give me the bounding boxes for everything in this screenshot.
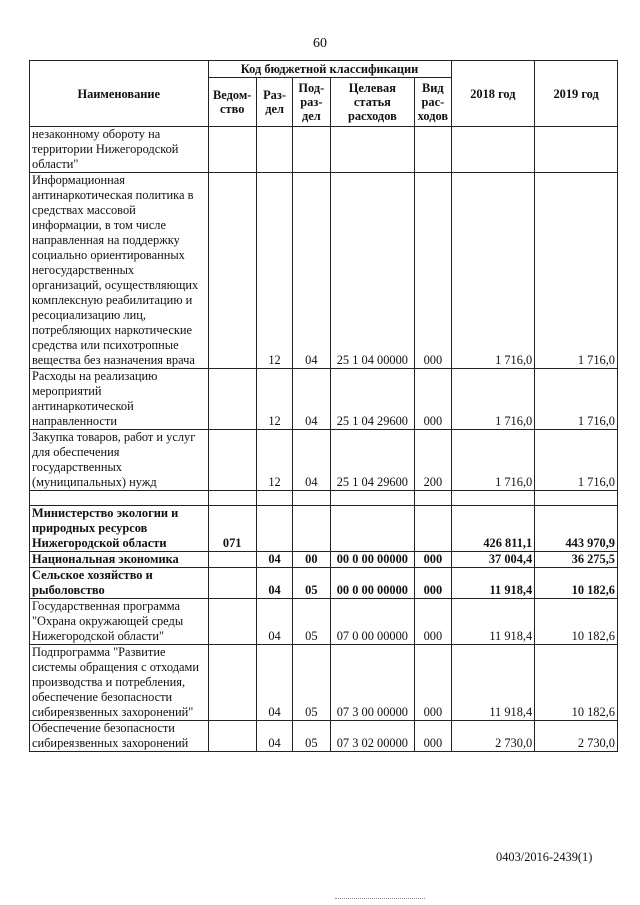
table-row xyxy=(30,430,618,491)
row-name: Информационная антинаркотическая политика в средствах массовой информации, в том числе направленная на поддержку социально ориентированных негосударственных организаций, осуществляющих комплексную реабилитацию и ресоциализацию лиц, потребляющих наркотические средства или психотропные вещества без назначения врача xyxy=(30,173,209,369)
row-name: Подпрограмма "Развитие системы обращения с отходами производства и потребления, обеспечение безопасности сибиреязвенных захоронений" xyxy=(30,645,209,721)
row-ved xyxy=(208,599,256,645)
header-vid: Вид рас-ходов xyxy=(415,78,451,127)
table-row xyxy=(30,552,618,568)
row-vid: 000 xyxy=(415,568,451,599)
table-row xyxy=(30,173,618,369)
row-name: Национальная экономика xyxy=(30,552,209,568)
spacer-row xyxy=(30,491,618,506)
header-2018: 2018 год xyxy=(451,61,535,127)
row-name: Расходы на реализацию мероприятий антинаркотической направленности xyxy=(30,369,209,430)
row-vid: 000 xyxy=(415,173,451,369)
row-csr xyxy=(330,127,415,173)
row-ved: 071 xyxy=(208,506,256,552)
header-podrazdel: Под-раз-дел xyxy=(293,78,330,127)
row-name: Обеспечение безопасности сибиреязвенных захоронений xyxy=(30,721,209,752)
row-2019: 2 730,0 xyxy=(535,721,618,752)
row-2018 xyxy=(451,127,535,173)
header-razdel: Раз-дел xyxy=(256,78,292,127)
row-podrazdel xyxy=(293,127,330,173)
table-row xyxy=(30,599,618,645)
row-vid: 000 xyxy=(415,721,451,752)
row-podrazdel: 05 xyxy=(293,645,330,721)
row-vid: 000 xyxy=(415,645,451,721)
scan-artifact xyxy=(335,898,425,902)
row-razdel: 12 xyxy=(256,369,292,430)
row-csr: 07 0 00 00000 xyxy=(330,599,415,645)
row-podrazdel: 05 xyxy=(293,568,330,599)
row-vid xyxy=(415,127,451,173)
row-2018: 426 811,1 xyxy=(451,506,535,552)
row-razdel xyxy=(256,506,292,552)
row-vid: 000 xyxy=(415,369,451,430)
header-kbk-group: Код бюджетной классификации xyxy=(208,61,451,78)
row-razdel: 04 xyxy=(256,552,292,568)
row-csr: 00 0 00 00000 xyxy=(330,568,415,599)
row-2018: 1 716,0 xyxy=(451,369,535,430)
row-podrazdel: 05 xyxy=(293,599,330,645)
row-csr: 07 3 00 00000 xyxy=(330,645,415,721)
row-csr: 25 1 04 29600 xyxy=(330,430,415,491)
table-row xyxy=(30,645,618,721)
row-2019: 36 275,5 xyxy=(535,552,618,568)
row-podrazdel: 04 xyxy=(293,369,330,430)
row-2018: 37 004,4 xyxy=(451,552,535,568)
row-2019: 10 182,6 xyxy=(535,645,618,721)
row-razdel: 04 xyxy=(256,568,292,599)
row-name: Министерство экологии и природных ресурсов Нижегородской области xyxy=(30,506,209,552)
row-name: Закупка товаров, работ и услуг для обеспечения государственных (муниципальных) нужд xyxy=(30,430,209,491)
row-vid xyxy=(415,506,451,552)
row-name: незаконному обороту на территории Нижегородской области" xyxy=(30,127,209,173)
row-csr: 00 0 00 00000 xyxy=(330,552,415,568)
row-csr: 25 1 04 29600 xyxy=(330,369,415,430)
row-razdel: 04 xyxy=(256,645,292,721)
table-row xyxy=(30,721,618,752)
row-ved xyxy=(208,127,256,173)
table-row xyxy=(30,369,618,430)
row-2019: 10 182,6 xyxy=(535,599,618,645)
row-ved xyxy=(208,552,256,568)
row-name: Сельское хозяйство и рыболовство xyxy=(30,568,209,599)
row-2019: 443 970,9 xyxy=(535,506,618,552)
table-row xyxy=(30,568,618,599)
row-razdel: 04 xyxy=(256,721,292,752)
row-name: Государственная программа "Охрана окружающей среды Нижегородской области" xyxy=(30,599,209,645)
row-2018: 11 918,4 xyxy=(451,645,535,721)
row-2018: 2 730,0 xyxy=(451,721,535,752)
row-podrazdel: 04 xyxy=(293,430,330,491)
row-podrazdel: 04 xyxy=(293,173,330,369)
row-csr xyxy=(330,506,415,552)
row-razdel: 04 xyxy=(256,599,292,645)
row-podrazdel xyxy=(293,506,330,552)
header-csr: Целевая статья расходов xyxy=(330,78,415,127)
header-2019: 2019 год xyxy=(535,61,618,127)
row-2019: 1 716,0 xyxy=(535,369,618,430)
row-csr: 25 1 04 00000 xyxy=(330,173,415,369)
budget-table xyxy=(29,60,618,752)
row-2018: 1 716,0 xyxy=(451,173,535,369)
row-ved xyxy=(208,173,256,369)
table-row xyxy=(30,506,618,552)
table-row xyxy=(30,127,618,173)
row-podrazdel: 05 xyxy=(293,721,330,752)
row-2019: 1 716,0 xyxy=(535,173,618,369)
row-2018: 11 918,4 xyxy=(451,599,535,645)
row-ved xyxy=(208,721,256,752)
row-2019: 10 182,6 xyxy=(535,568,618,599)
row-2019: 1 716,0 xyxy=(535,430,618,491)
header-vedomstvo: Ведом-ство xyxy=(208,78,256,127)
row-csr: 07 3 02 00000 xyxy=(330,721,415,752)
row-ved xyxy=(208,568,256,599)
row-ved xyxy=(208,369,256,430)
row-2018: 11 918,4 xyxy=(451,568,535,599)
row-razdel xyxy=(256,127,292,173)
row-razdel: 12 xyxy=(256,430,292,491)
document-code: 0403/2016-2439(1) xyxy=(496,850,593,864)
row-ved xyxy=(208,430,256,491)
row-razdel: 12 xyxy=(256,173,292,369)
row-vid: 000 xyxy=(415,552,451,568)
header-name: Наименование xyxy=(30,61,209,127)
row-2019 xyxy=(535,127,618,173)
row-vid: 000 xyxy=(415,599,451,645)
row-vid: 200 xyxy=(415,430,451,491)
row-2018: 1 716,0 xyxy=(451,430,535,491)
row-podrazdel: 00 xyxy=(293,552,330,568)
row-ved xyxy=(208,645,256,721)
page-number: 60 xyxy=(313,36,327,51)
